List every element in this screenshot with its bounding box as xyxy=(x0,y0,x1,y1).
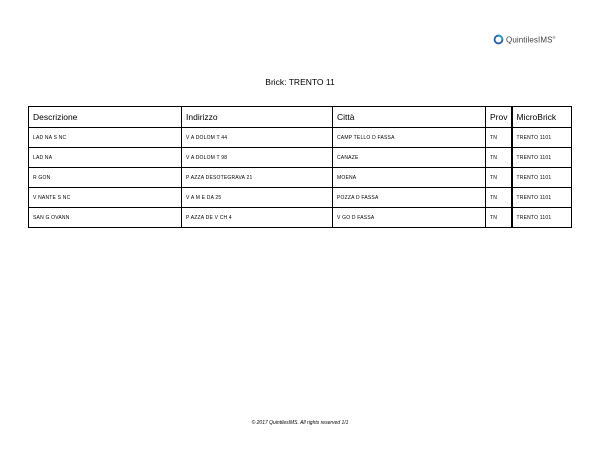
cell-indirizzo: V A DOLOM T 44 xyxy=(182,128,333,148)
table-row xyxy=(29,128,572,148)
cell-microbrick: TRENTO 1101 xyxy=(512,188,572,208)
cell-microbrick: TRENTO 1101 xyxy=(512,168,572,188)
cell-prov: TN xyxy=(486,128,512,148)
cell-descrizione: R GON xyxy=(29,168,182,188)
cell-descrizione: LAD NA S NC xyxy=(29,128,182,148)
cell-indirizzo: P AZZA DESOTEGRAVA 21 xyxy=(182,168,333,188)
header-indirizzo: Indirizzo xyxy=(182,107,333,128)
page-title: Brick: TRENTO 11 xyxy=(265,77,335,87)
cell-microbrick: TRENTO 1101 xyxy=(512,208,572,228)
cell-indirizzo: V A M E DA 25 xyxy=(182,188,333,208)
header-row xyxy=(29,107,572,128)
table-row xyxy=(29,168,572,188)
copyright-footer: © 2017 QuintilesIMS. All rights reserved 1/1 xyxy=(251,420,349,426)
cell-citta: POZZA D FASSA xyxy=(333,188,486,208)
cell-citta: V GO D FASSA xyxy=(333,208,486,228)
cell-citta: CAMP TELLO D FASSA xyxy=(333,128,486,148)
table-row xyxy=(29,188,572,208)
cell-descrizione: SAN G OVANN xyxy=(29,208,182,228)
registered-mark-icon: ® xyxy=(552,34,556,40)
header-citta: Città xyxy=(333,107,486,128)
cell-prov: TN xyxy=(486,188,512,208)
cell-indirizzo: P AZZA DE V CH 4 xyxy=(182,208,333,228)
cell-prov: TN xyxy=(486,208,512,228)
cell-citta: CANAZE xyxy=(333,148,486,168)
cell-indirizzo: V A DOLOM T 98 xyxy=(182,148,333,168)
cell-prov: TN xyxy=(486,168,512,188)
cell-prov: TN xyxy=(486,148,512,168)
brick-table xyxy=(28,106,572,228)
cell-microbrick: TRENTO 1101 xyxy=(512,128,572,148)
header-microbrick: MicroBrick xyxy=(512,107,572,128)
quintilesims-logo xyxy=(493,34,556,45)
logo-text: QuintilesIMS® xyxy=(506,34,556,45)
table-row xyxy=(29,208,572,228)
header-descrizione: Descrizione xyxy=(29,107,182,128)
quintilesims-ring-icon xyxy=(493,34,504,45)
cell-citta: MOENA xyxy=(333,168,486,188)
cell-descrizione: V NANTE S NC xyxy=(29,188,182,208)
cell-microbrick: TRENTO 1101 xyxy=(512,148,572,168)
table-row xyxy=(29,148,572,168)
cell-descrizione: LAD NA xyxy=(29,148,182,168)
header-prov: Prov xyxy=(486,107,512,128)
